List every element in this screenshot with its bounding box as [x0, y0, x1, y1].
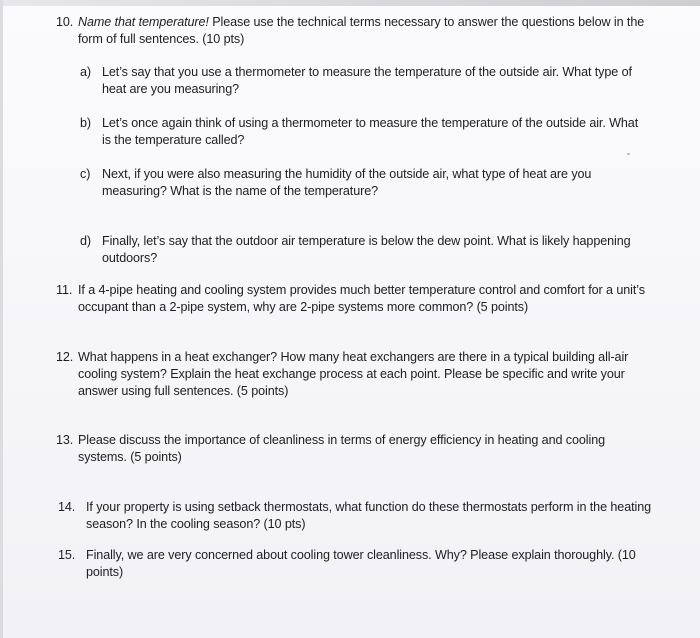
question-15	[58, 547, 654, 581]
question-number: 13.	[56, 433, 74, 447]
question-10a	[80, 64, 640, 98]
page-left-edge	[0, 0, 3, 638]
page-top-edge	[0, 0, 700, 6]
question-10-text	[56, 14, 656, 48]
question-14-text: If your property is using setback thermostats, what function do these thermostats perform in the heating season? In the cooling season? (10 pts)	[86, 500, 652, 531]
question-10c	[80, 166, 640, 200]
question-13-text: Please discuss the importance of cleanliness in terms of energy efficiency in heating and cooling systems. (5 points)	[78, 433, 606, 464]
question-12	[56, 349, 666, 400]
question-10d	[80, 233, 640, 267]
part-label: a)	[80, 65, 91, 79]
part-c-text: Next, if you were also measuring the humidity of the outside air, what type of heat are you measuring? What is the name of the temperature?	[102, 167, 592, 198]
part-label: c)	[80, 167, 91, 181]
question-13	[56, 432, 656, 466]
question-12-text: What happens in a heat exchanger? How many heat exchangers are there in a typical building all-air cooling system? Explain the heat exchange process at each point. Please be specific and write your answer using full sentences. (5 points)	[78, 350, 629, 398]
part-label: d)	[80, 234, 91, 248]
question-number: 12.	[56, 350, 74, 364]
part-a-text: Let’s say that you use a thermometer to measure the temperature of the outside air. What type of heat are you measuring?	[102, 65, 632, 96]
question-15-text: Finally, we are very concerned about cooling tower cleanliness. Why? Please explain thoroughly. (10 points)	[86, 548, 636, 579]
question-number: 10.	[56, 15, 74, 29]
question-11	[56, 282, 660, 316]
part-b-text: Let’s once again think of using a thermometer to measure the temperature of the outside air. What is the temperature called?	[102, 116, 639, 147]
question-14	[58, 499, 654, 533]
question-11-text: If a 4-pipe heating and cooling system provides much better temperature control and comfort for a unit’s occupant than a 2-pipe system, why are 2-pipe systems more common? (5 points)	[78, 283, 645, 314]
part-label: b)	[80, 116, 91, 130]
question-10-body: Please use the technical terms necessary to answer the questions below in the form of full sentences. (10 pts)	[78, 15, 645, 46]
question-number: 11.	[56, 283, 73, 297]
question-10	[56, 14, 656, 48]
part-d-text: Finally, let’s say that the outdoor air temperature is below the dew point. What is likely happening outdoors?	[102, 234, 631, 265]
question-10b	[80, 115, 640, 149]
question-number: 15.	[58, 548, 76, 562]
question-number: 14.	[58, 500, 76, 514]
paper-speck	[627, 153, 630, 155]
question-10-title: Name that temperature!	[78, 15, 209, 29]
